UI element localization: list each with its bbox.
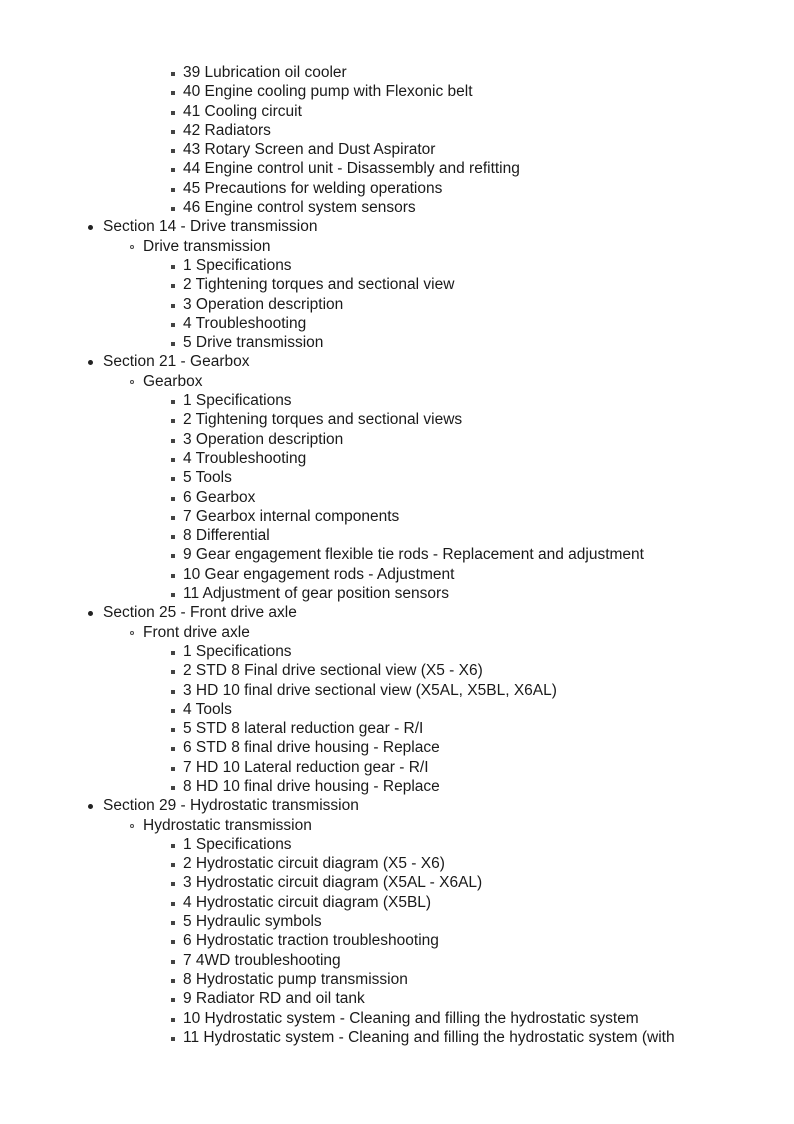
bullet-icon [171,516,175,520]
toc-entry[interactable] [0,179,794,198]
toc-entry[interactable] [0,526,794,545]
toc-entry[interactable] [0,565,794,584]
toc-entry-label: 8 Hydrostatic pump transmission [183,970,408,988]
toc-entry-label: 4 Troubleshooting [183,314,307,332]
bullet-icon [171,651,175,655]
bullet-icon [171,593,175,597]
toc-entry-label: 3 HD 10 final drive sectional view (X5AL, X5BL, X6AL) [183,681,557,699]
bullet-icon [171,535,175,539]
toc-entry[interactable] [0,584,794,603]
toc-entry-label: 1 Specifications [183,392,292,410]
bullet-icon [171,265,175,269]
toc-entry-label: Hydrostatic transmission [143,816,312,834]
bullet-icon [171,111,175,115]
toc-entry-label: 3 Operation description [183,430,344,448]
bullet-icon [171,207,175,211]
bullet-icon [171,304,175,308]
toc-entry-label: 1 Specifications [183,642,292,660]
toc-entry[interactable] [0,642,794,661]
bullet-icon [171,342,175,346]
toc-entry-label: Section 14 - Drive transmission [103,218,318,236]
bullet-icon [171,709,175,713]
toc-entry-label: 5 Hydraulic symbols [183,913,322,931]
toc-entry-label: 4 Troubleshooting [183,449,307,467]
bullet-icon [171,458,175,462]
bullet-icon [171,786,175,790]
bullet-icon [171,747,175,751]
toc-entry[interactable] [0,410,794,429]
toc-entry-label: 6 Hydrostatic traction troubleshooting [183,932,439,950]
toc-entry-label: 2 Tightening torques and sectional view [183,276,455,294]
toc-entry[interactable] [0,1028,794,1047]
toc-entry[interactable] [0,951,794,970]
bullet-icon [171,91,175,95]
toc-entry[interactable] [0,488,794,507]
bullet-icon [171,149,175,153]
bullet-icon [171,960,175,964]
toc-entry-label: 8 Differential [183,527,270,545]
toc-entry[interactable] [0,777,794,796]
bullet-icon [171,844,175,848]
bullet-icon [171,439,175,443]
toc-entry[interactable] [0,256,794,275]
toc-entry[interactable] [0,430,794,449]
toc-entry[interactable] [0,468,794,487]
toc-entry-label: 7 Gearbox internal components [183,507,400,525]
toc-entry[interactable] [0,449,794,468]
bullet-icon [88,225,93,230]
toc-section[interactable] [0,603,794,622]
bullet-icon [171,979,175,983]
bullet-icon [171,863,175,867]
toc-entry[interactable] [0,738,794,757]
toc-entry-label: 3 Hydrostatic circuit diagram (X5AL - X6AL) [183,874,483,892]
toc-entry-label: 1 Specifications [183,256,292,274]
toc-section[interactable] [0,796,794,815]
bullet-icon [130,380,134,384]
toc-entry-label: Section 21 - Gearbox [103,353,250,371]
toc-entry-label: 5 Drive transmission [183,334,324,352]
toc-entry[interactable] [0,314,794,333]
toc-entry[interactable] [0,912,794,931]
toc-entry-label: Drive transmission [143,237,271,255]
toc-entry[interactable] [0,989,794,1008]
toc-entry-label: 40 Engine cooling pump with Flexonic belt [183,83,473,101]
toc-entry-label: 44 Engine control unit - Disassembly and refitting [183,160,520,178]
toc-section[interactable] [0,352,794,371]
bullet-icon [171,284,175,288]
bullet-icon [171,902,175,906]
bullet-icon [171,323,175,327]
toc-entry-label: 5 STD 8 lateral reduction gear - R/I [183,720,424,738]
toc-subsection[interactable] [0,816,794,835]
toc-entry[interactable] [0,333,794,352]
toc-entry[interactable] [0,700,794,719]
bullet-icon [171,188,175,192]
bullet-icon [171,767,175,771]
bullet-icon [171,728,175,732]
table-of-contents [0,63,794,1047]
bullet-icon [171,419,175,423]
toc-entry[interactable] [0,970,794,989]
bullet-icon [171,940,175,944]
toc-entry-label: 9 Radiator RD and oil tank [183,990,365,1008]
toc-entry[interactable] [0,719,794,738]
toc-entry[interactable] [0,391,794,410]
toc-entry[interactable] [0,545,794,564]
bullet-icon [171,690,175,694]
bullet-icon [88,804,93,809]
toc-entry-label: 42 Radiators [183,121,271,139]
bullet-icon [171,1037,175,1041]
toc-entry-label: 3 Operation description [183,295,344,313]
toc-entry[interactable] [0,295,794,314]
toc-entry[interactable] [0,63,794,82]
bullet-icon [171,670,175,674]
toc-entry-label: 45 Precautions for welding operations [183,179,443,197]
toc-entry-label: 6 Gearbox [183,488,256,506]
toc-subsection[interactable] [0,623,794,642]
toc-entry-label: 4 Hydrostatic circuit diagram (X5BL) [183,893,432,911]
toc-entry[interactable] [0,758,794,777]
toc-entry-label: 11 Adjustment of gear position sensors [183,585,449,603]
bullet-icon [171,72,175,76]
toc-entry[interactable] [0,121,794,140]
toc-entry[interactable] [0,275,794,294]
toc-entry-label: 10 Hydrostatic system - Cleaning and filling the hydrostatic system [183,1009,639,1027]
toc-entry[interactable] [0,507,794,526]
toc-entry-label: 1 Specifications [183,835,292,853]
toc-entry[interactable] [0,931,794,950]
toc-entry-label: Front drive axle [143,623,250,641]
toc-entry[interactable] [0,681,794,700]
bullet-icon [130,824,134,828]
bullet-icon [171,130,175,134]
toc-entry-label: 39 Lubrication oil cooler [183,64,347,81]
bullet-icon [88,360,93,365]
toc-entry-label: 7 4WD troubleshooting [183,951,341,969]
bullet-icon [171,477,175,481]
toc-entry[interactable] [0,854,794,873]
toc-entry[interactable] [0,159,794,178]
toc-entry[interactable] [0,140,794,159]
toc-entry[interactable] [0,661,794,680]
bullet-icon [130,245,134,249]
toc-entry-label: 6 STD 8 final drive housing - Replace [183,739,440,757]
toc-entry-label: 11 Hydrostatic system - Cleaning and filling the hydrostatic system (with [183,1028,675,1046]
toc-entry-label: Section 29 - Hydrostatic transmission [103,797,359,815]
bullet-icon [130,631,134,635]
toc-subsection[interactable] [0,237,794,256]
bullet-icon [171,574,175,578]
toc-entry-label: 4 Tools [183,700,232,718]
toc-entry-label: Gearbox [143,372,203,390]
toc-entry-label: 7 HD 10 Lateral reduction gear - R/I [183,758,429,776]
toc-entry-label: 8 HD 10 final drive housing - Replace [183,777,440,795]
toc-section[interactable] [0,217,794,236]
toc-entry-label: 41 Cooling circuit [183,102,302,120]
toc-entry[interactable] [0,1009,794,1028]
toc-entry[interactable] [0,198,794,217]
toc-entry-label: 2 STD 8 Final drive sectional view (X5 - X6) [183,662,483,680]
toc-subsection[interactable] [0,372,794,391]
bullet-icon [171,497,175,501]
bullet-icon [171,882,175,886]
toc-entry-label: 2 Tightening torques and sectional views [183,411,463,429]
bullet-icon [171,1018,175,1022]
toc-entry-label: 9 Gear engagement flexible tie rods - Replacement and adjustment [183,546,644,564]
toc-entry-label: 10 Gear engagement rods - Adjustment [183,565,455,583]
toc-entry[interactable] [0,873,794,892]
toc-entry-label: Section 25 - Front drive axle [103,604,297,622]
bullet-icon [171,998,175,1002]
toc-entry[interactable] [0,893,794,912]
toc-entry[interactable] [0,82,794,101]
toc-entry[interactable] [0,102,794,121]
toc-entry-label: 43 Rotary Screen and Dust Aspirator [183,141,436,159]
bullet-icon [171,921,175,925]
toc-entry-label: 5 Tools [183,469,232,487]
toc-entry[interactable] [0,835,794,854]
toc-entry-label: 2 Hydrostatic circuit diagram (X5 - X6) [183,855,445,873]
bullet-icon [171,400,175,404]
toc-entry-label: 46 Engine control system sensors [183,199,416,217]
bullet-icon [171,168,175,172]
bullet-icon [171,554,175,558]
bullet-icon [88,611,93,616]
